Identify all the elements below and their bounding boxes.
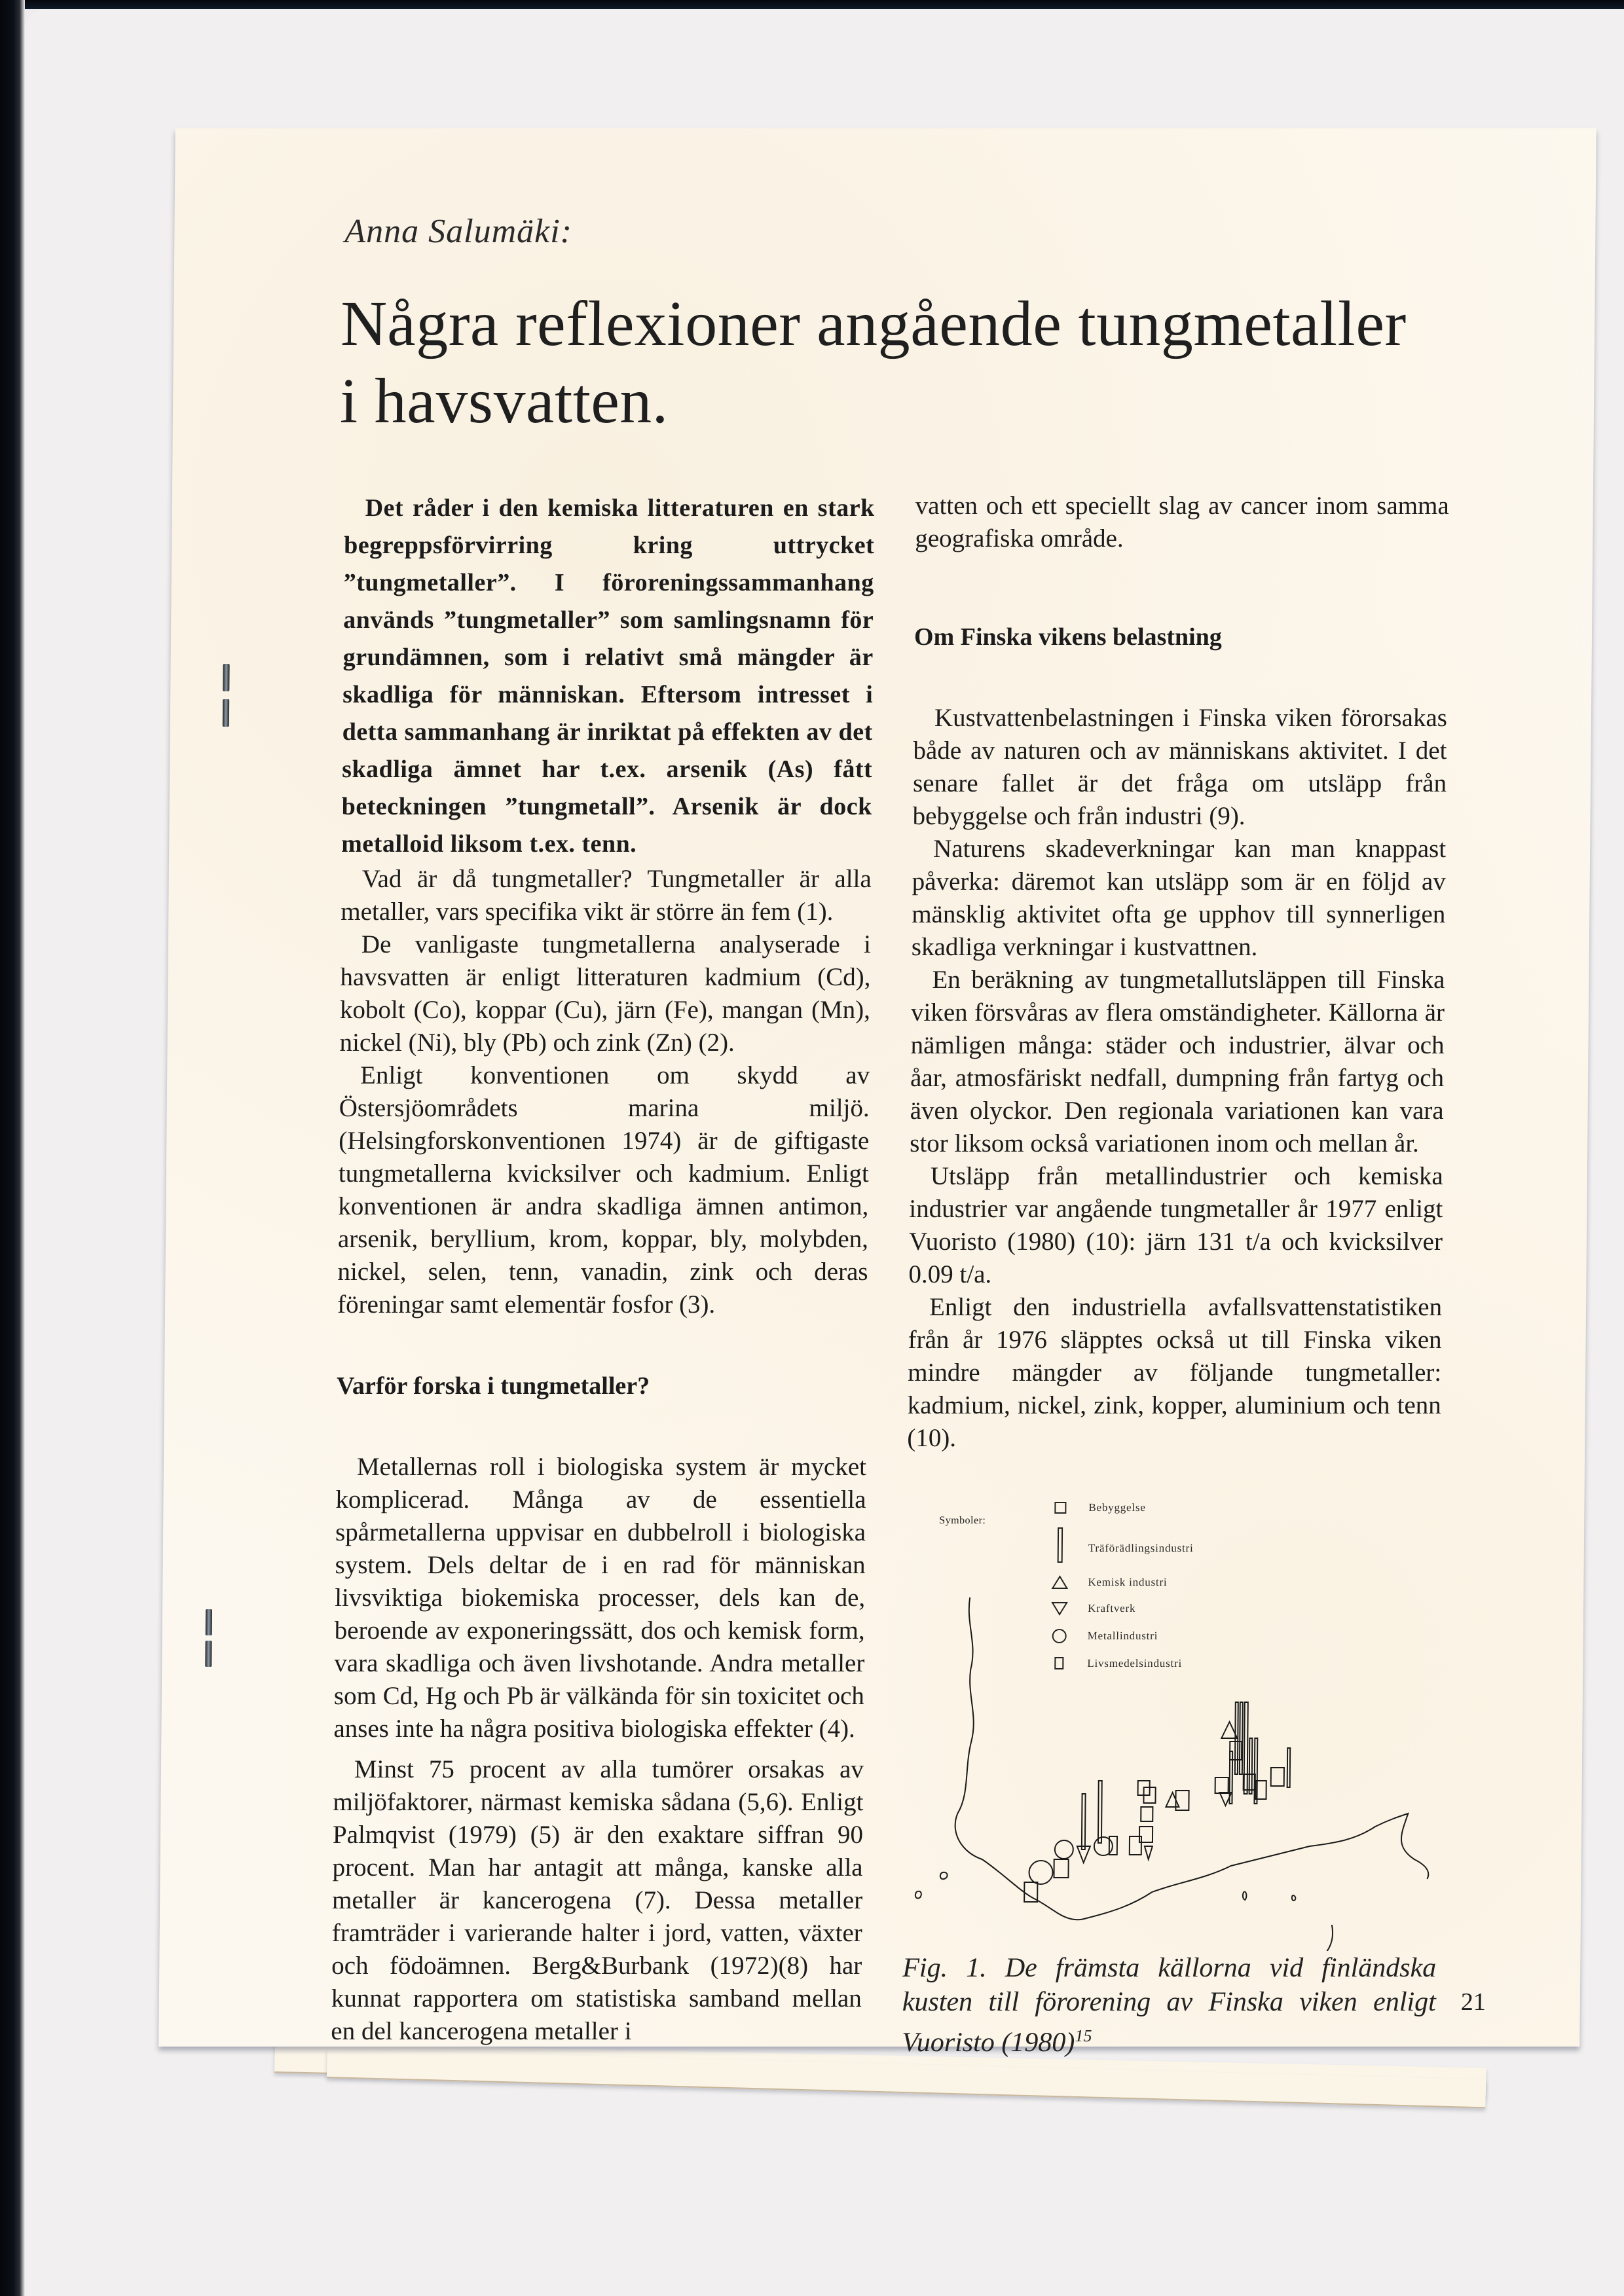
legend-label: Kemisk industri <box>1088 1576 1168 1588</box>
metallindustri-marker <box>1029 1861 1052 1884</box>
page-number: 21 <box>1460 1988 1486 2016</box>
island <box>915 1891 921 1899</box>
kemisk-marker <box>1166 1793 1179 1807</box>
title-line-1: Några reflexioner angående tungmetaller <box>340 289 1407 359</box>
section-heading: Varför forska i tungmetaller? <box>336 1372 650 1400</box>
traforadling-marker <box>1240 1702 1243 1774</box>
body-paragraph: Utsläpp från metallindustrier och kemiska industrier var angående tungmetaller år 1977 enligt Vuoristo (1980) (10): järn 131 t/a och kvicksilver 0.09 t/a. <box>908 1162 1444 1288</box>
bebyggelse-marker <box>1215 1777 1228 1793</box>
square-icon <box>1050 1498 1070 1518</box>
scanner-lid-edge <box>0 0 1624 9</box>
legend-item <box>1050 1525 1194 1565</box>
legend-item <box>1050 1498 1146 1518</box>
traforadling-marker <box>1082 1794 1086 1850</box>
article-title <box>340 285 1585 440</box>
island <box>1292 1895 1296 1901</box>
section-heading: Om Finska vikens belastning <box>913 623 1223 651</box>
bebyggelse-marker <box>1141 1807 1153 1821</box>
figure-caption <box>902 1951 1436 2060</box>
body-paragraph: Vad är då tungmetaller? Tungmetaller är alla metaller, vars specifika vikt är större än fem (1). <box>341 865 872 926</box>
body-paragraph: Naturens skadeverkningar kan man knappast påverka: däremot kan utsläpp som är en följd av mänsklig aktivitet ofta ge upphov till synnerligen skadliga verkningar i kustvattnen. <box>911 835 1447 961</box>
body-paragraph: Enligt konventionen om skydd av Östersjöområdets marina miljö. (Helsingforskonventionen 1974) är de giftigaste tungmetallerna kvicksilver och kadmium. Enligt konventionen är andra skadliga ämnen antimon, arsenik, beryllium, krom, koppar, bly, molybden, nickel, selen, tenn, vanadin, zink och deras föreningar samt elementär fosfor (3). <box>337 1061 870 1319</box>
legend-title: Symboler: <box>939 1515 986 1526</box>
island <box>1243 1891 1247 1900</box>
caption-text: Fig. 1. De främsta källorna vid finländska kusten till förorening av Finska viken enligt Vuoristo (1980) <box>902 1953 1437 2058</box>
body-paragraph: De vanligaste tungmetallerna analyserade i havsvatten är enligt litteraturen kadmium (Cd), kobolt (Co), koppar (Cu), järn (Fe), mangan (Mn), nickel (Ni), bly (Pb) och zink (Zn) (2). <box>339 930 872 1057</box>
body-paragraph: Minst 75 procent av alla tumörer orsakas av miljöfaktorer, närmast kemiska sådana (5,6). Enligt Palmqvist (1979) (5) är den exaktare siffran 90 procent. Man har antagit att många, kanske alla metaller är kancerogena (7). Dessa metaller framträder i varierande halter i jord, vatten, växter och födoämnen. Berg&Burbank (1972)(8) har kunnat rapportera om statistiska samband mellan en del kancerogena metaller i <box>331 1755 864 2045</box>
legend-label: Kraftverk <box>1087 1602 1136 1614</box>
right-column <box>902 490 1449 2058</box>
staple-icon <box>223 699 229 727</box>
finnish-coastline <box>954 1597 1431 1920</box>
legend-label: Bebyggelse <box>1088 1501 1146 1514</box>
staple-icon <box>205 1641 212 1667</box>
traforadling-marker <box>1287 1748 1291 1787</box>
island <box>940 1872 948 1880</box>
document-page <box>158 128 1596 2058</box>
metallindustri-marker <box>1055 1840 1073 1859</box>
traforadling-marker <box>1098 1781 1102 1843</box>
kraftverk-marker <box>1077 1846 1090 1863</box>
body-paragraph: vatten och ett speciellt slag av cancer inom samma geografiska område. <box>915 492 1449 553</box>
legend-label: Metallindustri <box>1087 1630 1158 1642</box>
staple-icon <box>223 664 229 691</box>
body-paragraph: Metallernas roll i biologiska system är mycket komplicerad. Många av de essentiella spårmetallerna uppvisar en dubbelroll i biologiska system. Dels deltar de i en rad för människan livsviktiga biokemiska processer, dels kan de, beroende av exponeringssätt, dos och kemisk form, vara skadliga och även livshotande. Andra metaller som Cd, Hg och Pb är välkända för sin toxicitet och anses inte ha några positiva biologiska effekter (4). <box>333 1453 867 1743</box>
scanner-frame-edge <box>0 0 25 2296</box>
body-paragraph: Kustvattenbelastningen i Finska viken förorsakas både av naturen och av människans aktivitet. I det senare fallet är det fråga om utsläpp från bebyggelse och från industri (9). <box>912 704 1448 830</box>
bebyggelse-marker <box>1271 1768 1284 1786</box>
gulf-of-finland-map <box>902 1584 1439 1951</box>
legend-label: Livsmedelsindustri <box>1087 1657 1183 1669</box>
staple-icon <box>206 1609 212 1635</box>
kraftverk-marker <box>1145 1846 1153 1859</box>
legend-label: Träförädlingsindustri <box>1088 1542 1194 1554</box>
body-paragraph: Enligt den industriella avfallsvattenstatistiken från år 1976 släpptes också ut till Finska viken mindre mängder av följande tungmetaller: kadmium, nickel, zink, kopper, aluminium och tenn (10). <box>907 1293 1443 1452</box>
article-author: Anna Salumäki: <box>344 213 573 250</box>
tall-bar-icon <box>1050 1525 1071 1565</box>
figure-pollution-map <box>902 1493 1441 2058</box>
traforadling-marker <box>1249 1738 1253 1794</box>
lead-paragraph: Det råder i den kemiska litteraturen en stark begreppsförvirring kring uttrycket ”tungmetaller”. I föroreningssammanhang används ”tungmetaller” som samlingsnamn för grundämnen, som i relativt små mängder är skadliga för människan. Eftersom intresset i detta sammanhang är inriktat på effekten av det skadliga ämnet har t.ex. arsenik (As) fått beteckningen ”tungmetall”. Arsenik är dock metalloid liksom t.ex. tenn. <box>341 494 875 858</box>
traforadling-marker <box>1244 1702 1248 1794</box>
left-column <box>331 490 875 2048</box>
bebyggelse-marker <box>1054 1859 1068 1878</box>
title-line-2: i havsvatten. <box>339 366 669 437</box>
body-paragraph: En beräkning av tungmetallutsläppen till Finska viken försvåras av flera omständigheter. Källorna är nämligen många: städer och industrier, älvar och åar, atmosfäriskt nedfall, dumpning från fartyg och även olyckor. Den regionala variationen kan vara stor liksom också variationen inom och mellan år. <box>910 966 1445 1157</box>
caption-reference: 15 <box>1075 2026 1092 2045</box>
southern-coastline <box>1079 1925 1333 1951</box>
